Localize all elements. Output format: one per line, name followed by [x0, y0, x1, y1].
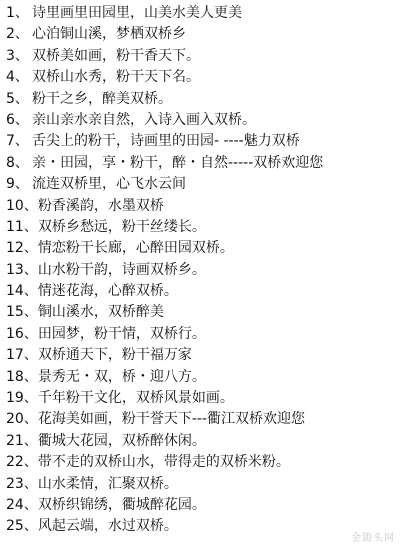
item-text: 情迷花海，心醉双桥。 — [37, 283, 178, 300]
item-text: 双桥美如画，粉干香天下。 — [32, 47, 200, 64]
item-number: 11、 — [6, 218, 38, 235]
list-item — [6, 110, 398, 131]
item-number: 15、 — [6, 304, 38, 321]
item-number: 13、 — [6, 261, 38, 278]
item-number: 20、 — [6, 411, 38, 428]
item-number: 18、 — [6, 368, 38, 385]
site-watermark: 金锄头网 — [351, 533, 395, 544]
list-item — [6, 302, 398, 323]
list-item — [6, 431, 398, 452]
list-item — [6, 46, 398, 67]
list-item — [6, 67, 398, 88]
item-number: 10、 — [6, 197, 38, 214]
item-text: 铜山溪水，双桥醉美 — [37, 304, 164, 321]
item-text: 景秀无・双，桥・迎八方。 — [37, 368, 206, 385]
list-item — [6, 495, 398, 516]
item-number: 1、 — [6, 5, 29, 21]
item-number: 4、 — [6, 69, 29, 86]
item-text: 带不走的双桥山水，带得走的双桥米粉。 — [37, 454, 290, 471]
item-text: 田园梦，粉干情，双桥行。 — [37, 325, 206, 342]
item-text: 亲山亲水亲自然，入诗入画入双桥。 — [32, 111, 256, 128]
item-text: 亲・田园，享・粉干，醉・自然-----双桥欢迎您 — [32, 154, 324, 171]
list-item — [6, 260, 398, 281]
list-item — [6, 238, 398, 259]
item-text: 双桥织锦绣，衢城醉花园。 — [37, 496, 206, 513]
item-number: 17、 — [6, 347, 38, 364]
item-number: 9、 — [6, 176, 29, 193]
item-number: 25、 — [6, 518, 38, 535]
list-item — [6, 131, 398, 152]
slogan-list — [6, 3, 398, 538]
item-text: 舌尖上的粉干，诗画里的田园- ----魅力双桥 — [32, 133, 300, 150]
item-number: 19、 — [6, 390, 38, 407]
item-text: 情恋粉干长廊，心醉田园双桥。 — [37, 240, 234, 257]
item-text: 山水柔情，汇聚双桥。 — [37, 475, 178, 492]
list-item — [6, 452, 398, 473]
item-number: 12、 — [6, 240, 38, 257]
item-number: 6、 — [6, 111, 29, 128]
item-number: 23、 — [6, 475, 38, 492]
item-number: 24、 — [6, 496, 38, 513]
item-text: 衢城大花园，双桥醉休闲。 — [37, 432, 206, 449]
item-number: 14、 — [6, 283, 38, 300]
item-text: 粉干之乡，醉美双桥。 — [32, 90, 172, 107]
item-text: 双桥乡愁远，粉干丝缕长。 — [37, 218, 206, 235]
item-number: 21、 — [6, 432, 38, 449]
list-item — [6, 324, 398, 345]
item-text: 流连双桥里，心飞水云间 — [32, 176, 186, 193]
list-item — [6, 174, 398, 195]
list-item — [6, 89, 398, 110]
item-number: 8、 — [6, 154, 29, 171]
list-item — [6, 196, 398, 217]
list-item — [6, 24, 398, 45]
item-number: 3、 — [6, 47, 29, 64]
list-item — [6, 281, 398, 302]
item-number: 2、 — [6, 26, 29, 43]
list-item — [6, 367, 398, 388]
list-item — [6, 153, 398, 174]
list-item — [6, 217, 398, 238]
list-item — [6, 3, 398, 24]
list-item — [6, 345, 398, 366]
item-text: 心泊铜山溪，梦栖双桥乡 — [32, 26, 186, 43]
item-text: 花海美如画，粉干誉天下---衢江双桥欢迎您 — [37, 411, 305, 428]
item-number: 5、 — [6, 90, 29, 107]
item-number: 7、 — [6, 133, 29, 150]
item-text: 双桥通天下，粉干福万家 — [37, 347, 192, 364]
item-text: 风起云端，水过双桥。 — [37, 518, 178, 535]
item-text: 双桥山水秀，粉干天下名。 — [32, 69, 200, 86]
list-item — [6, 516, 398, 537]
list-item — [6, 474, 398, 495]
item-text: 诗里画里田园里，山美水美人更美 — [32, 5, 242, 21]
list-item — [6, 388, 398, 409]
item-text: 山水粉干韵，诗画双桥乡。 — [37, 261, 206, 278]
item-text: 粉香溪韵，水墨双桥 — [37, 197, 164, 214]
list-item — [6, 409, 398, 430]
item-number: 16、 — [6, 325, 38, 342]
item-text: 千年粉干文化，双桥风景如画。 — [37, 390, 234, 407]
item-number: 22、 — [6, 454, 38, 471]
